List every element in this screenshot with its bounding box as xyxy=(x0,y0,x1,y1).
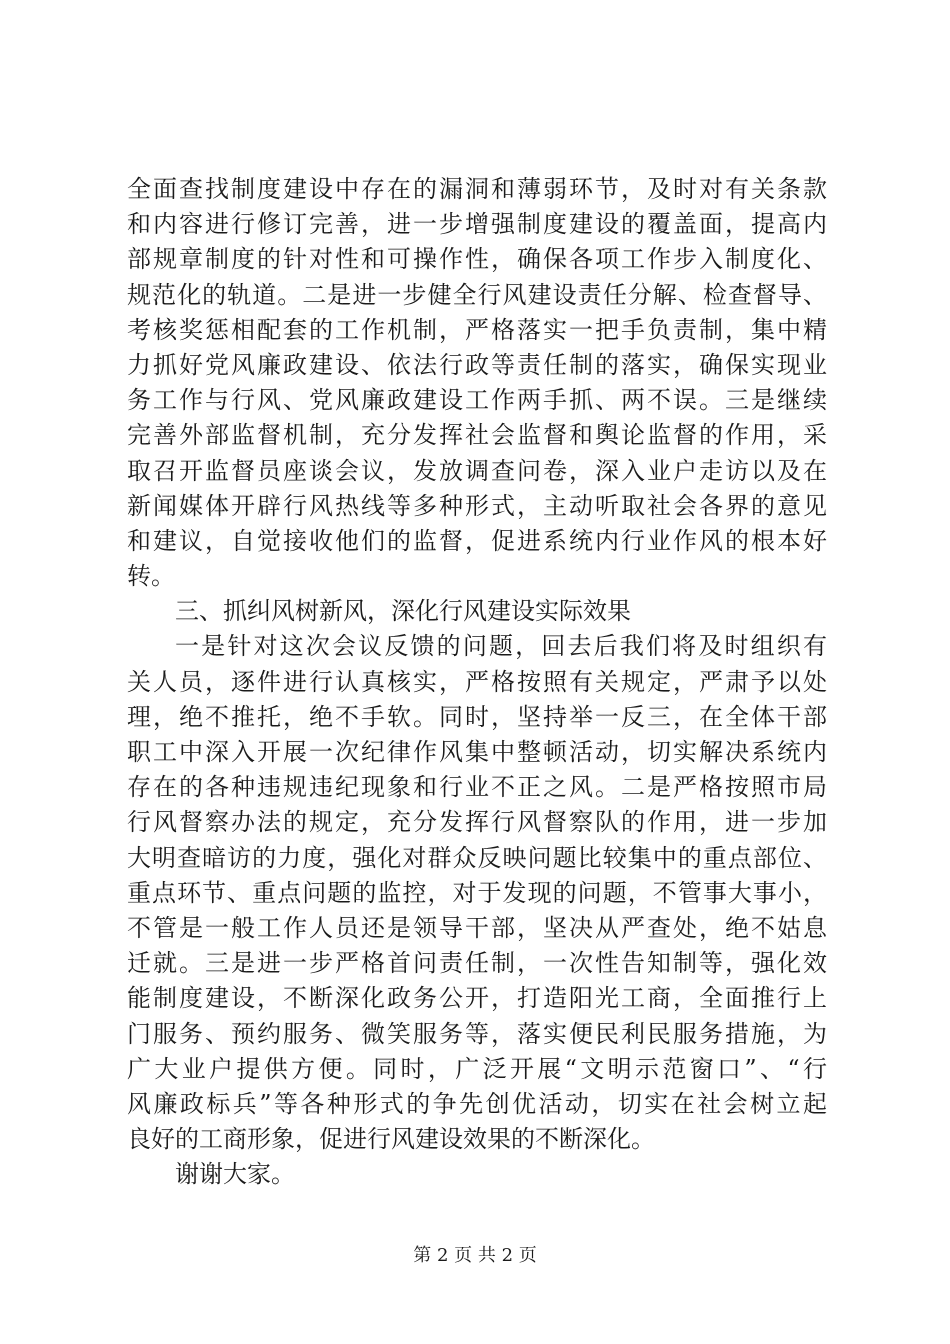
body-line: 门服务、预约服务、微笑服务等，落实便民利民服务措施，为 xyxy=(127,1019,827,1048)
closing-line: 谢谢大家。 xyxy=(175,1160,295,1189)
body-line: 部规章制度的针对性和可操作性，确保各项工作步入制度化、 xyxy=(127,245,827,274)
body-line: 行风督察办法的规定，充分发挥行风督察队的作用，进一步加 xyxy=(127,808,827,837)
body-line: 大明查暗访的力度，强化对群众反映问题比较集中的重点部位、 xyxy=(127,843,827,872)
body-line: 能制度建设，不断深化政务公开，打造阳光工商，全面推行上 xyxy=(127,984,827,1013)
body-line: 重点环节、重点问题的监控，对于发现的问题，不管事大事小， xyxy=(127,878,827,907)
body-line: 取召开监督员座谈会议，发放调查问卷，深入业户走访以及在 xyxy=(127,456,827,485)
body-line: 迁就。三是进一步严格首问责任制，一次性告知制等，强化效 xyxy=(127,949,827,978)
body-line: 不管是一般工作人员还是领导干部，坚决从严查处，绝不姑息 xyxy=(127,913,827,942)
body-line: 全面查找制度建设中存在的漏洞和薄弱环节，及时对有关条款 xyxy=(127,175,827,203)
section-heading: 三、抓纠风树新风，深化行风建设实际效果 xyxy=(175,597,631,626)
body-line: 职工中深入开展一次纪律作风集中整顿活动，切实解决系统内 xyxy=(127,738,827,766)
body-line: 力抓好党风廉政建设、依法行政等责任制的落实，确保实现业 xyxy=(127,350,827,379)
document-body xyxy=(127,172,827,1192)
body-line: 考核奖惩相配套的工作机制，严格落实一把手负责制，集中精 xyxy=(127,315,827,344)
body-line: 存在的各种违规违纪现象和行业不正之风。二是严格按照市局 xyxy=(127,773,827,802)
body-line: 转。 xyxy=(127,562,175,591)
body-line: 广大业户提供方便。同时，广泛开展“文明示范窗口”、“行 xyxy=(127,1054,827,1083)
body-line: 和内容进行修订完善，进一步增强制度建设的覆盖面，提高内 xyxy=(127,210,827,239)
body-line: 理，绝不推托，绝不手软。同时，坚持举一反三，在全体干部 xyxy=(127,702,827,731)
body-line: 和建议，自觉接收他们的监督，促进系统内行业作风的根本好 xyxy=(127,526,827,555)
body-line: 规范化的轨道。二是进一步健全行风建设责任分解、检查督导、 xyxy=(127,280,827,309)
page-number-footer: 第 2 页 共 2 页 xyxy=(413,1245,537,1266)
body-line: 良好的工商形象，促进行风建设效果的不断深化。 xyxy=(127,1125,655,1154)
body-line: 关人员，逐件进行认真核实，严格按照有关规定，严肃予以处 xyxy=(127,667,827,696)
body-line: 新闻媒体开辟行风热线等多种形式，主动听取社会各界的意见 xyxy=(127,491,827,520)
body-line: 完善外部监督机制，充分发挥社会监督和舆论监督的作用，采 xyxy=(127,421,827,450)
body-line: 务工作与行风、党风廉政建设工作两手抓、两不误。三是继续 xyxy=(127,386,827,415)
body-line: 一是针对这次会议反馈的问题，回去后我们将及时组织有 xyxy=(175,632,827,661)
body-line: 风廉政标兵”等各种形式的争先创优活动，切实在社会树立起 xyxy=(127,1089,827,1118)
